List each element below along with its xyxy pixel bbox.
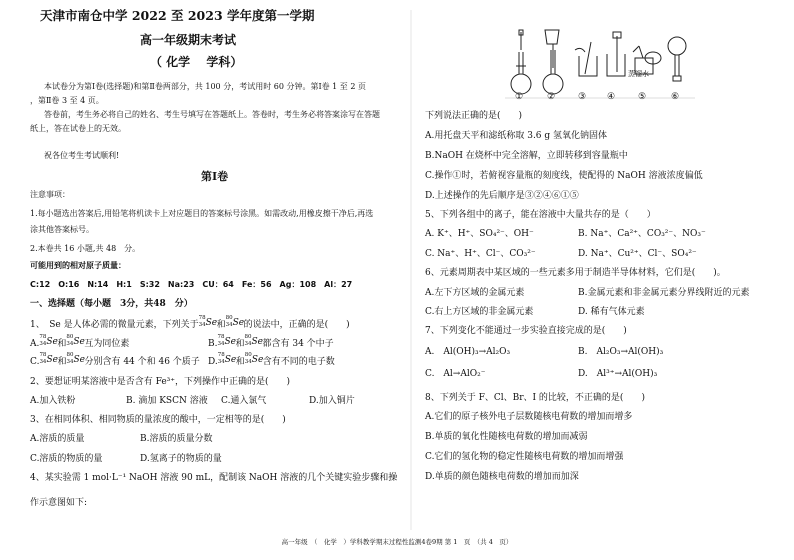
q4-option-d: D.上述操作的先后顺序是③②④⑥①⑤ [425, 191, 579, 201]
q4-option-b: B.NaOH 在烧杯中完全溶解，立即转移到容量瓶中 [425, 151, 628, 161]
q7-stem: 7、下列变化不能通过一步实验直接完成的是( ) [425, 326, 627, 336]
transfer-beaker-icon [607, 32, 625, 76]
q1-option-d: D. 78 34 Se 和 80 34 Se 含有不同的电子数 [208, 352, 335, 367]
exam-title: 高一年级期末考试 [140, 33, 237, 47]
note-2: 2.本卷共 16 小题,共 48 分。 [30, 244, 141, 253]
intro-line-3: 答卷前，考生务必将自己的姓名、考生号填写在答题纸上。答卷时，考生务必将答案涂写在答题 [44, 110, 380, 119]
atomic-masses: C:12 O:16 N:14 H:1 S:32 Na:23 CU：64 Fe：56 Ag：108 Al：27 [30, 280, 353, 289]
q4-apparatus-diagram [505, 28, 695, 110]
q1-stem: 1、 Se 是人体必需的微量元素，下列关于 78 34 Se 和 80 34 Se 的说法中，正确的是( ) [30, 315, 350, 330]
q6-option-d: D. 稀有气体元素 [578, 307, 645, 317]
q5-stem: 5、下列各组中的离子，能在溶液中大量共存的是（ ） [425, 210, 656, 220]
q8-option-a: A.它们的原子核外电子层数随核电荷数的增加而增多 [425, 412, 633, 422]
pouring-flask-icon [543, 30, 563, 94]
q7-option-b: B. Al₂O₃→Al(OH)₃ [578, 347, 664, 357]
q3-option-d: D.氢离子的物质的量 [140, 454, 222, 464]
q3-stem: 3、在相同体积、相同物质的量浓度的酸中，一定相等的是( ) [30, 415, 286, 425]
q7-option-d: D. Al³⁺→Al(OH)₃ [578, 369, 658, 379]
school-title: 天津市南仓中学 2022 至 2023 学年度第一学期 [40, 8, 315, 23]
q6-option-c: C.右上方区域的非金属元素 [425, 307, 534, 317]
q4-judge: 下列说法正确的是( ) [425, 111, 523, 121]
diagram-label-1: ① [515, 92, 524, 102]
column-divider [410, 10, 412, 530]
diagram-label-2: ② [547, 92, 556, 102]
q7-option-c: C. Al→AlO₂⁻ [425, 369, 486, 379]
shaking-flask-icon [668, 37, 686, 81]
intro-line-2: ，第Ⅱ卷 3 至 4 页。 [30, 96, 104, 105]
part1-heading: 第Ⅰ卷 [201, 170, 229, 183]
q6-option-a: A.左下方区域的金属元素 [425, 288, 525, 298]
intro-line-4: 纸上，答在试卷上的无效。 [30, 124, 126, 133]
isotope-se78: 78 34 Se [198, 315, 218, 328]
q5-option-c: C. Na⁺、H⁺、Cl⁻、CO₃²⁻ [425, 249, 536, 259]
q4-stem-line-2: 作示意图如下: [30, 498, 88, 508]
q3-option-c: C.溶质的物质的量 [30, 454, 103, 464]
q3-option-b: B.溶质的质量分数 [140, 434, 213, 444]
q5-option-a: A. K⁺、H⁺、SO₄²⁻、OH⁻ [425, 229, 534, 239]
q7-option-a: A. Al(OH)₃→Al₂O₃ [425, 347, 511, 357]
q1-option-a: A. 78 34 Se 和 80 34 Se 互为同位素 [30, 334, 130, 349]
q5-option-b: B. Na⁺、Ca²⁺、CO₃²⁻、NO₃⁻ [578, 229, 706, 239]
note-1-line-2: 涂其他答案标号。 [30, 225, 94, 234]
q8-option-c: C.它们的氢化物的稳定性随核电荷数的增加而增强 [425, 452, 624, 462]
section-title: 一、选择题（每小题 3分，共48 分） [30, 299, 193, 309]
q6-stem: 6、元素周期表中某区域的一些元素多用于制造半导体材料，它们是( )。 [425, 268, 726, 278]
note-1-line-1: 1.每小题选出答案后,用铅笔将机读卡上对应题目的答案标号涂黑。如需改动,用橡皮擦干净后,再选 [30, 209, 374, 218]
q5-option-d: D. Na⁺、Cu²⁺、Cl⁻、SO₄²⁻ [578, 249, 697, 259]
q8-option-d: D.单质的颜色随核电荷数的增加而加深 [425, 472, 579, 482]
q2-option-a: A.加入铁粉 [30, 396, 76, 406]
distilled-water-label: 蒸馏水 [628, 70, 649, 78]
q2-option-d: D.加入铜片 [309, 396, 355, 406]
q6-option-b: B.金属元素和非金属元素分界线附近的元素 [578, 288, 750, 298]
diagram-label-4: ④ [607, 92, 616, 102]
notes-title: 注意事项： [30, 190, 70, 199]
diagram-label-6: ⑥ [671, 92, 680, 102]
volumetric-flask-icon [511, 30, 531, 94]
q4-stem-line-1: 4、某实验需 1 mol·L⁻¹ NaOH 溶液 90 mL，配制该 NaOH 溶液的几个关键实验步骤和操 [30, 473, 398, 483]
q2-option-b: B. 滴加 KSCN 溶液 [126, 396, 208, 406]
atomic-title: 可能用到的相对原子质量： [30, 261, 126, 270]
wish-text: 祝各位考生考试顺利! [44, 151, 120, 160]
intro-line-1: 本试卷分为第Ⅰ卷(选择题)和第Ⅱ卷两部分，共 100 分，考试用时 60 分钟。第Ⅰ卷 1 至 2 页 [44, 82, 366, 91]
q8-stem: 8、下列关于 F、Cl、Br、I 的比较，不正确的是( ) [425, 393, 645, 403]
q8-option-b: B.单质的氧化性随核电荷数的增加而减弱 [425, 432, 588, 442]
q4-option-a: A.用托盘天平和滤纸称取 3.6 g 氢氧化钠固体 [425, 131, 608, 141]
stirring-beaker-icon [575, 42, 597, 76]
q2-stem: 2、要想证明某溶液中是否含有 Fe³⁺，下列操作中正确的是( ) [30, 377, 291, 387]
page-footer: 高一年级 （ 化学 ）学科教学期末过程性监测4卷9期 第 1 页 （共 4 页） [281, 538, 513, 546]
q1-option-b: B. 78 34 Se 和 80 34 Se 都含有 34 个中子 [208, 334, 334, 349]
diagram-label-5: ⑤ [638, 92, 647, 102]
diagram-label-3: ③ [578, 92, 587, 102]
q4-option-c: C.操作①时，若俯视容量瓶的刻度线，使配得的 NaOH 溶液浓度偏低 [425, 171, 703, 181]
q2-option-c: C.通入氯气 [221, 396, 267, 406]
isotope-se80: 80 34 Se [225, 315, 245, 328]
q3-option-a: A.溶质的质量 [30, 434, 85, 444]
subject-title: （ 化学 学科） [150, 55, 243, 69]
q1-option-c: C. 78 34 Se 和 80 34 Se 分别含有 44 个和 46 个质子 [30, 352, 200, 367]
